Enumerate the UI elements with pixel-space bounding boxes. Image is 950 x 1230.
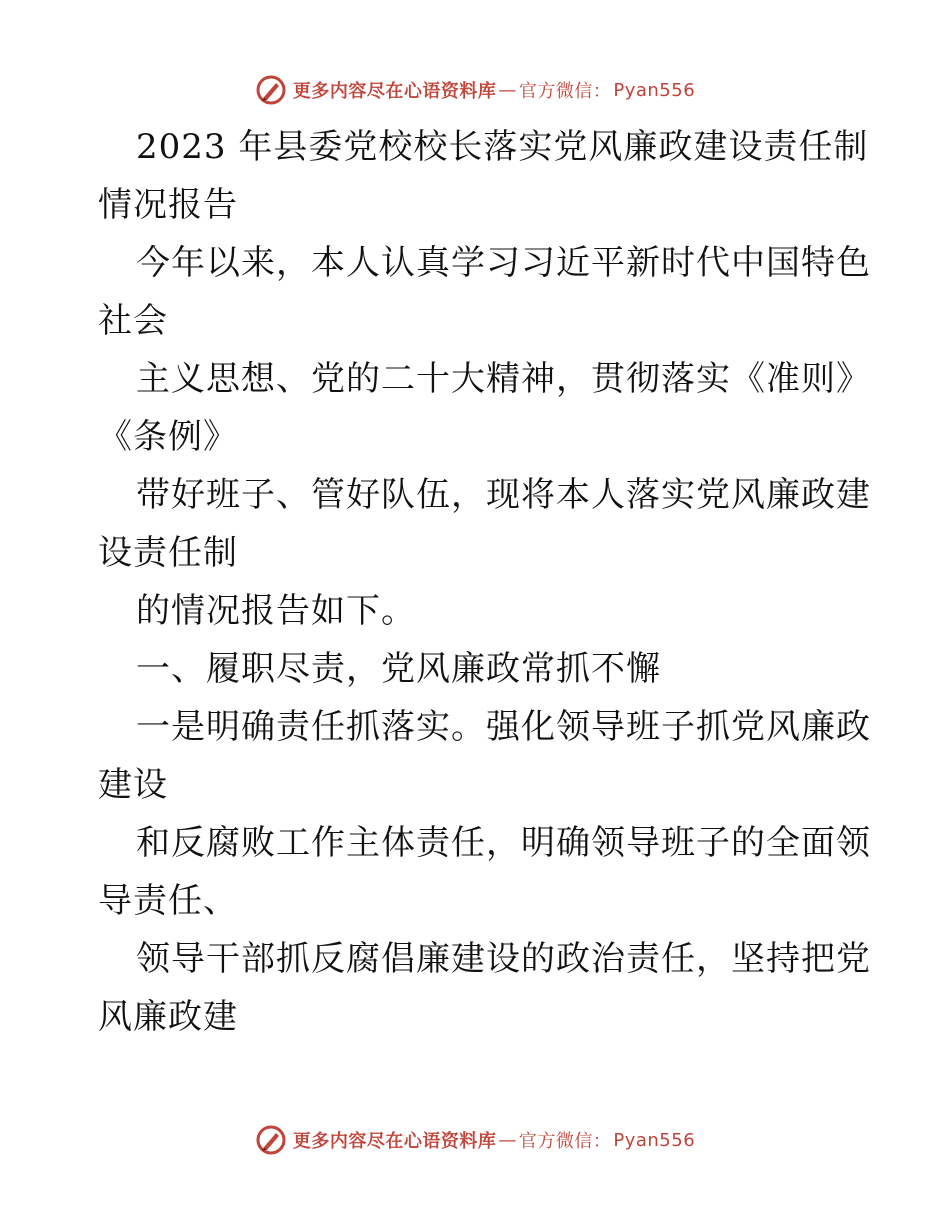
document-line: 和反腐败工作主体责任，明确领导班子的全面领 bbox=[136, 823, 871, 863]
document-line: 主义思想、党的二十大精神，贯彻落实《准则》 bbox=[136, 359, 871, 399]
document-line: 社会 bbox=[98, 301, 168, 341]
document-body bbox=[98, 118, 871, 1046]
watermark-sub-text: 官方微信： bbox=[518, 1131, 612, 1152]
document-line: 设责任制 bbox=[98, 533, 238, 573]
header-watermark bbox=[0, 70, 950, 110]
document-line: 《条例》 bbox=[98, 417, 238, 457]
watermark-wechat-id: Pyan556 bbox=[613, 1129, 696, 1151]
document-line: 一、履职尽责，党风廉政常抓不懈 bbox=[136, 649, 661, 689]
watermark-wechat-id: Pyan556 bbox=[613, 79, 696, 101]
document-line: 今年以来，本人认真学习习近平新时代中国特色 bbox=[136, 243, 871, 283]
watermark-main-text: 更多内容尽在心语资料库 bbox=[292, 81, 497, 102]
document-line: 2023 年县委党校校长落实党风廉政建设责任制 bbox=[136, 127, 869, 167]
document-line: 风廉政建 bbox=[98, 997, 238, 1037]
document-line: 一是明确责任抓落实。强化领导班子抓党风廉政 bbox=[136, 707, 871, 747]
pen-logo-icon bbox=[255, 74, 287, 106]
watermark-dash: — bbox=[498, 1129, 517, 1151]
document-line: 情况报告 bbox=[98, 185, 238, 225]
pen-logo-icon bbox=[255, 1124, 287, 1156]
watermark-main-text: 更多内容尽在心语资料库 bbox=[292, 1131, 497, 1152]
watermark-sub-text: 官方微信： bbox=[518, 81, 612, 102]
document-line: 建设 bbox=[98, 765, 168, 805]
document-line: 带好班子、管好队伍，现将本人落实党风廉政建 bbox=[136, 475, 871, 515]
document-line: 的情况报告如下。 bbox=[136, 591, 416, 631]
footer-watermark bbox=[0, 1120, 950, 1160]
watermark-dash: — bbox=[498, 79, 517, 101]
document-line: 领导干部抓反腐倡廉建设的政治责任，坚持把党 bbox=[136, 939, 871, 979]
document-line: 导责任、 bbox=[98, 881, 238, 921]
